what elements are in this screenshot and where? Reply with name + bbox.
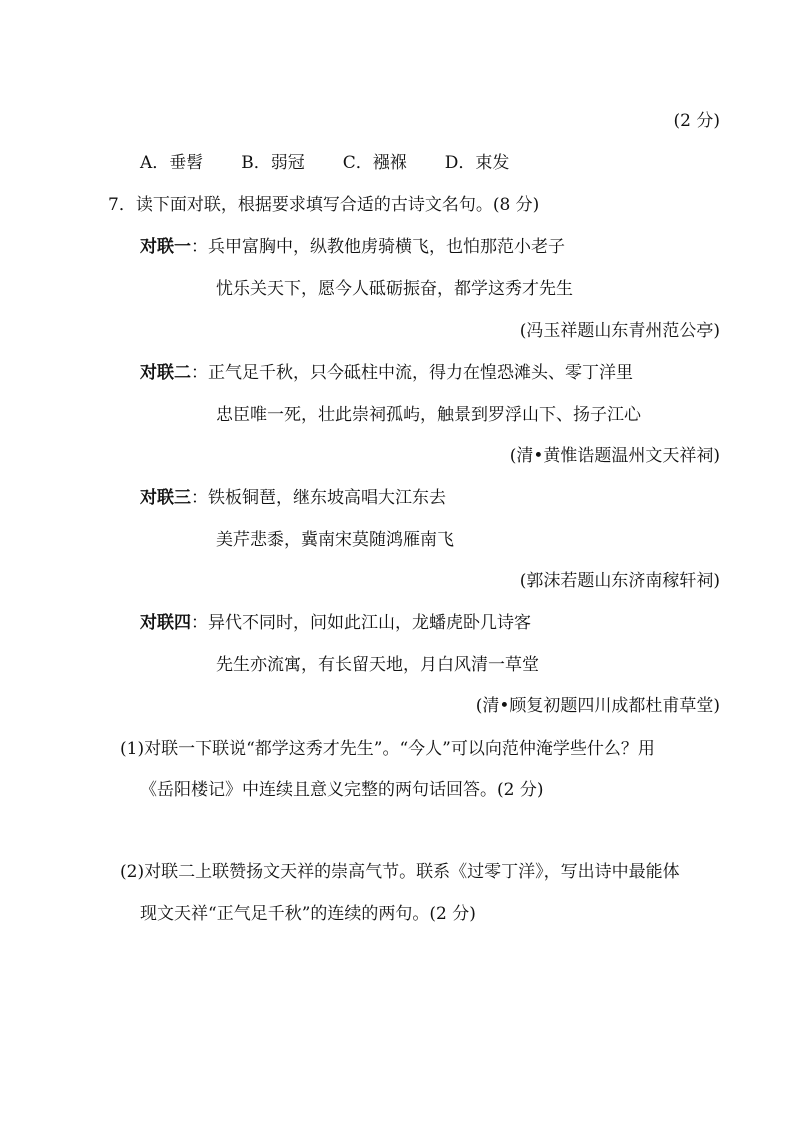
couplet-2-line-1: 对联二：正气足千秋，只今砥柱中流，得力在惶恐滩头、零丁洋里 [140,363,633,383]
couplet-2-label: 对联二 [140,363,191,383]
sub-question-1-line-1: (1)对联一下联说“都学这秀才先生”。“今人”可以向范仲淹学些什么？用 [120,739,655,759]
question-7-stem: 7．读下面对联，根据要求填写合适的古诗文名句。(8 分) [108,195,540,215]
couplet-4-source: (清•顾复初题四川成都杜甫草堂) [475,696,720,716]
couplet-2-upper: 正气足千秋，只今砥柱中流，得力在惶恐滩头、零丁洋里 [208,363,633,383]
couplet-2-line-2: 忠臣唯一死，壮此崇祠孤屿，触景到罗浮山下、扬子江心 [216,405,641,425]
sub-question-2-line-2: 现文天祥“正气足千秋”的连续的两句。(2 分) [140,904,476,924]
sub-question-2-line-1: (2)对联二上联赞扬文天祥的崇高气节。联系《过零丁洋》，写出诗中最能体 [120,862,680,882]
couplet-2-source: (清•黄惟诰题温州文天祥祠) [509,446,720,466]
option-a: A．垂髫 [140,153,204,173]
couplet-1-upper: 兵甲富胸中，纵教他虏骑横飞，也怕那范小老子 [208,237,565,257]
couplet-4-upper: 异代不同时，问如此江山，龙蟠虎卧几诗客 [208,613,531,633]
sub-question-1-line-2: 《岳阳楼记》中连续且意义完整的两句话回答。(2 分) [140,780,544,800]
option-b: B．弱冠 [241,153,305,173]
option-d: D．束发 [444,153,510,173]
couplet-3-source: (郭沫若题山东济南稼轩祠) [519,571,720,591]
couplet-4-line-1: 对联四：异代不同时，问如此江山，龙蟠虎卧几诗客 [140,613,531,633]
couplet-3-label: 对联三 [140,488,191,508]
answer-options [140,148,509,173]
couplet-4-label: 对联四 [140,613,191,633]
couplet-3-upper: 铁板铜琶，继东坡高唱大江东去 [208,488,446,508]
couplet-1-line-2: 忧乐关天下，愿今人砥砺振奋，都学这秀才先生 [216,279,573,299]
couplet-4-line-2: 先生亦流寓，有长留天地，月白风清一草堂 [216,655,539,675]
prev-score: (2 分) [673,111,720,131]
option-c: C．襁褓 [342,153,407,173]
couplet-1-line-1: 对联一：兵甲富胸中，纵教他虏骑横飞，也怕那范小老子 [140,237,565,257]
couplet-3-line-2: 美芹悲黍，冀南宋莫随鸿雁南飞 [216,530,454,550]
couplet-3-line-1: 对联三：铁板铜琶，继东坡高唱大江东去 [140,488,446,508]
couplet-1-label: 对联一 [140,237,191,257]
couplet-1-source: (冯玉祥题山东青州范公亭) [519,321,720,341]
